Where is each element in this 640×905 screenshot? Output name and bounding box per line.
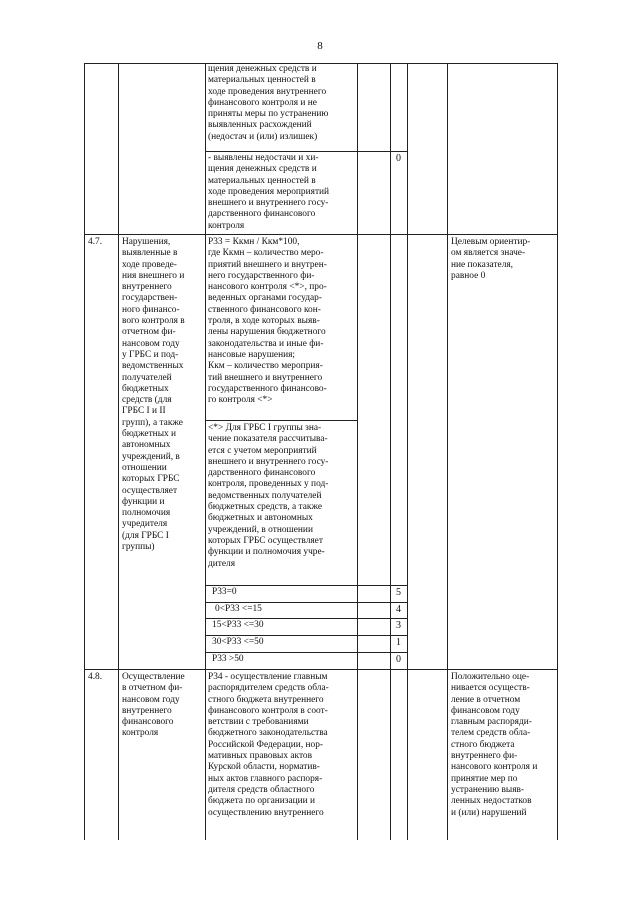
score-3: 3 xyxy=(396,620,401,631)
condition-1: Р33=0 xyxy=(212,587,237,597)
score-5: 0 xyxy=(396,654,401,665)
condition-3: 15<Р33 <=30 xyxy=(212,620,264,630)
top-fragment-score2: 0 xyxy=(396,153,401,164)
row-48-formula: Р34 - осуществление главным распорядителем средств обла- стного бюджета внутреннего финансового контроля в соот- ветствии с требованиями бюджетного законодательства Российской Федерации, нор- мативных правовых актов Курской области, норматив- ных актов главного распоря- дителя средств областного бюджета по организации и осуществлению внутреннего xyxy=(208,672,329,818)
row-47-number: 4.7. xyxy=(88,237,103,247)
page-number: 8 xyxy=(317,40,323,52)
row-47-comment: Целевым ориентир- ом является значе- ние показателя, равное 0 xyxy=(451,237,531,281)
row-47-name: Нарушения, выявленные в ходе проведе- ния внешнего и внутреннего государствен- ного финансо- вого контроля в отчетном фи- нансовом году у ГРБС и под- ведомственных получателей бюджетных средств (для ГРБС I и II групп), а также бюджетных и автономных учреждений, в отношении которых ГРБС осуществляет функции и полномочия учредителя (для ГРБС I группы) xyxy=(122,237,185,553)
condition-5: Р33 >50 xyxy=(212,654,244,664)
row-47-footnote: <*> Для ГРБС I группы зна- чение показателя рассчитыва- ется с учетом мероприятий внешнего и внутреннего госу- дарственного финансового контроля, проведенных у под- ведомственных получателей бюджетных средств, а также бюджетных и автономных учреждений, в отношении которых ГРБС осуществляет функции и полномочия учре- дителя xyxy=(208,423,329,569)
top-fragment-text2: - выявлены недостачи и хи- щения денежных средств и материальных ценностей в ходе проведения мероприятий внешнего и внутреннего госу- дарственного финансового контроля xyxy=(208,153,330,231)
condition-4: 30<Р33 <=50 xyxy=(212,637,264,647)
condition-2: 0<Р33 <=15 xyxy=(215,604,262,614)
row-48-name: Осуществление в отчетном фи- нансовом году внутреннего финансового контроля xyxy=(122,672,185,739)
score-4: 1 xyxy=(396,637,401,648)
top-fragment-text1: щения денежных средств и материальных ценностей в ходе проведения внутреннего финансового контроля и не приняты меры по устранению выявленных расхождений (недостач и (или) излишек) xyxy=(208,64,329,142)
score-1: 5 xyxy=(396,587,401,598)
row-47-formula: Р33 = Ккмн / Ккм*100, где Ккмн – количество меро- приятий внешнего и внутрен- него государственного фи- нансового контроля <*>, про- веденных органами государ- ственного финансового кон- троля, в ходе которых выяв- лены нарушения бюджетного законодательства и иные фи- нансовые нарушения; Ккм – количество мероприя- тий внешнего и внутреннего государственного финансово- го контроля <*> xyxy=(208,237,327,406)
row-48-number: 4.8. xyxy=(88,672,103,682)
score-2: 4 xyxy=(396,604,401,615)
row-48-comment: Положительно оце- нивается осуществ- ление в отчетном финансовом году главным распоряди- телем средств обла- стного бюджета внутреннего фи- нансового контроля и принятие мер по устранению выяв- ленных недостатков и (или) нарушений xyxy=(451,672,538,818)
